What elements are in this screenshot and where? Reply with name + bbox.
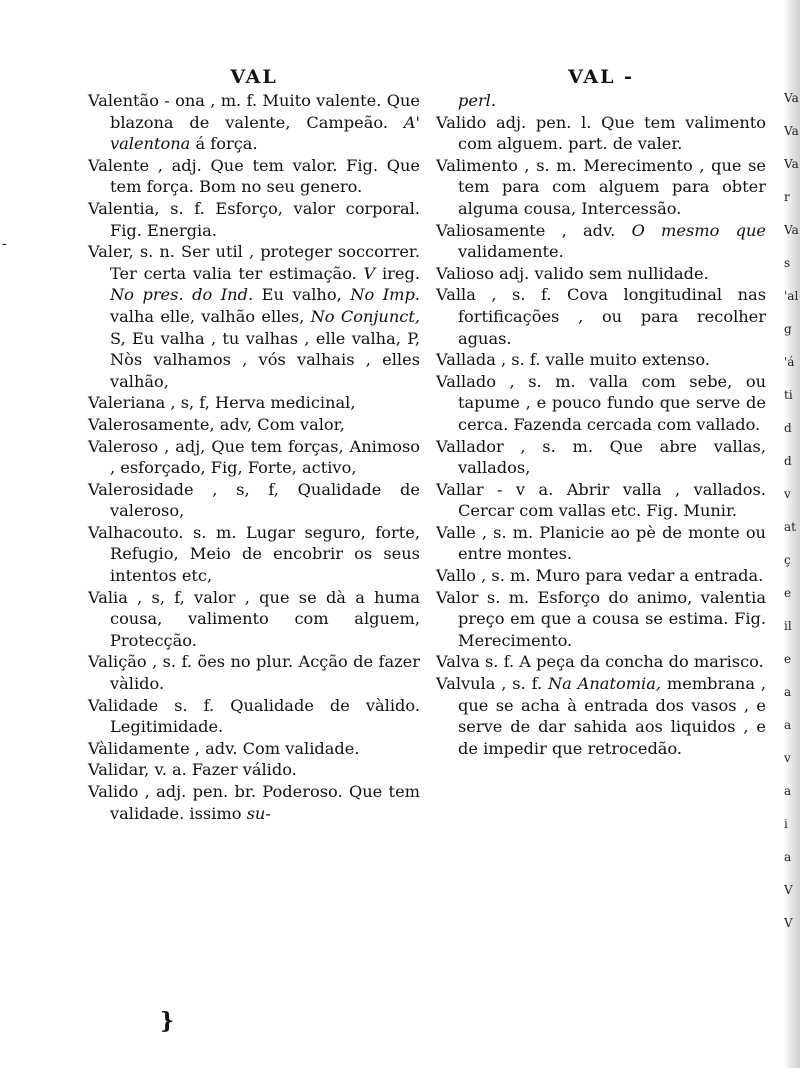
margin-mark: -: [2, 236, 7, 252]
dictionary-entry: Validade s. f. Qualidade de vàlido. Legitimidade.: [88, 695, 420, 737]
adjacent-page-fragment: a: [784, 784, 792, 798]
dictionary-entry: Valentão - ona , m. f. Muito valente. Que blazona de valente, Campeão. A' valentona á força.: [88, 91, 420, 154]
right-column: [436, 0, 766, 759]
dictionary-entry: Vallo , s. m. Muro para vedar a entrada.: [436, 566, 764, 586]
adjacent-page-fragment: 'al: [784, 289, 799, 303]
dictionary-entry: Valle , s. m. Planicie ao pè de monte ou entre montes.: [436, 522, 766, 564]
dictionary-entry: Valvula , s. f. Na Anatomia, membrana , que se acha à entrada dos vasos , e serve de dar sahida aos liquidos , e de impedir que retrocedão.: [436, 674, 766, 758]
adjacent-page-fragment: g: [784, 322, 792, 336]
adjacent-page-fragment: Va: [784, 223, 799, 237]
adjacent-page-fragment: V: [784, 916, 793, 930]
adjacent-page-fragment: a: [784, 850, 792, 864]
dictionary-entry: Valia , s, f, valor , que se dà a huma cousa, valimento com alguem, Protecção.: [88, 587, 420, 650]
dictionary-entry: Valimento , s. m. Merecimento , que se tem para com alguem para obter alguma cousa, Intercessão.: [436, 155, 766, 218]
dictionary-entry: Valição , s. f. ões no plur. Acção de fazer vàlido.: [88, 652, 420, 694]
right-running-header: VAL -: [568, 66, 634, 88]
dictionary-entry: Validar, v. a. Fazer válido.: [88, 760, 297, 780]
right-entry-list: [436, 90, 766, 759]
adjacent-page-fragment: s: [784, 256, 791, 270]
adjacent-page-fragment: e: [784, 652, 792, 666]
dictionary-entry: Valeroso , adj, Que tem forças, Animoso , esforçado, Fig, Forte, activo,: [88, 436, 420, 478]
dictionary-entry: Valiosamente , adv. O mesmo que validamente.: [436, 220, 766, 262]
dictionary-entry: Valerosamente, adv, Com valor,: [88, 414, 345, 434]
dictionary-entry: Valer, s. n. Ser util , proteger soccorrer. Ter certa valia ter estimação. V ireg. No pres. do Ind. Eu valho, No Imp. valha elle, valhão elles, No Conjunct, S, Eu valha , tu valhas , elle valha, P, Nòs valhamos , vós valhais , elles valhão,: [88, 242, 421, 391]
dictionary-entry: Valido , adj. pen. br. Poderoso. Que tem validade. issimo su-: [88, 782, 420, 823]
adjacent-page-fragment: ti: [784, 388, 793, 402]
adjacent-page-fragment: d: [784, 421, 792, 435]
dictionary-entry: Valhacouto. s. m. Lugar seguro, forte, Refugio, Meio de encobrir os seus intentos etc,: [88, 522, 420, 586]
adjacent-page-fragment: a: [784, 685, 792, 699]
adjacent-page-fragment: e: [784, 586, 792, 600]
dictionary-entry: Valioso adj. valido sem nullidade.: [436, 263, 709, 283]
adjacent-page-fragment: ç: [784, 553, 791, 567]
adjacent-page-fragment: v: [784, 487, 791, 501]
dictionary-entry: Valeriana , s, f, Herva medicinal,: [88, 393, 356, 413]
adjacent-page-fragment: d: [784, 454, 792, 468]
dictionary-entry: Valente , adj. Que tem valor. Fig. Que tem força. Bom no seu genero.: [88, 155, 420, 197]
dictionary-entry: perl.: [458, 91, 497, 110]
dictionary-entry: Vallador , s. m. Que abre vallas, vallados,: [436, 436, 766, 478]
adjacent-page-fragment: Va: [784, 157, 799, 171]
adjacent-page-fragment: V: [784, 883, 793, 897]
dictionary-entry: Vàlidamente , adv. Com validade.: [88, 738, 360, 758]
left-column: [88, 0, 420, 824]
dictionary-entry: Valva s. f. A peça da concha do marisco.: [436, 652, 764, 672]
adjacent-page-fragment: a: [784, 718, 792, 732]
dictionary-entry: Valor s. m. Esforço do animo, valentia preço em que a cousa se estima. Fig. Merecimento.: [436, 587, 766, 650]
adjacent-page-fragment: Va: [784, 91, 799, 105]
dictionary-entry: Valido adj. pen. l. Que tem valimento com alguem. part. de valer.: [436, 112, 766, 154]
adjacent-page-fragment: v: [784, 751, 791, 765]
adjacent-page-fragment: at: [784, 520, 796, 534]
dictionary-entry: Vallado , s. m. valla com sebe, ou tapume , e pouco fundo que serve de cerca. Fazenda cercada com vallado.: [436, 371, 766, 434]
dictionary-entry: Valerosidade , s, f, Qualidade de valeroso,: [88, 479, 420, 521]
dictionary-entry: Valla , s. f. Cova longitudinal nas fortificações , ou para recolher aguas.: [436, 285, 766, 348]
left-entry-list: [88, 90, 420, 824]
adjacent-page-fragment: Va: [784, 124, 799, 138]
adjacent-page-fragment: r: [784, 190, 790, 204]
adjacent-page-fragment: 'á: [784, 355, 795, 369]
left-running-header: VAL: [230, 66, 278, 88]
dictionary-entry: Valentia, s. f. Esforço, valor corporal. Fig. Energia.: [88, 198, 420, 240]
adjacent-page-fragment: i: [784, 817, 788, 831]
dictionary-entry: Vallar - v a. Abrir valla , vallados. Cercar com vallas etc. Fig. Munir.: [436, 479, 766, 521]
adjacent-page-fragment: il: [784, 619, 792, 633]
dictionary-entry: Vallada , s. f. valle muito extenso.: [436, 350, 710, 370]
bottom-ink-mark: }: [160, 1008, 175, 1034]
